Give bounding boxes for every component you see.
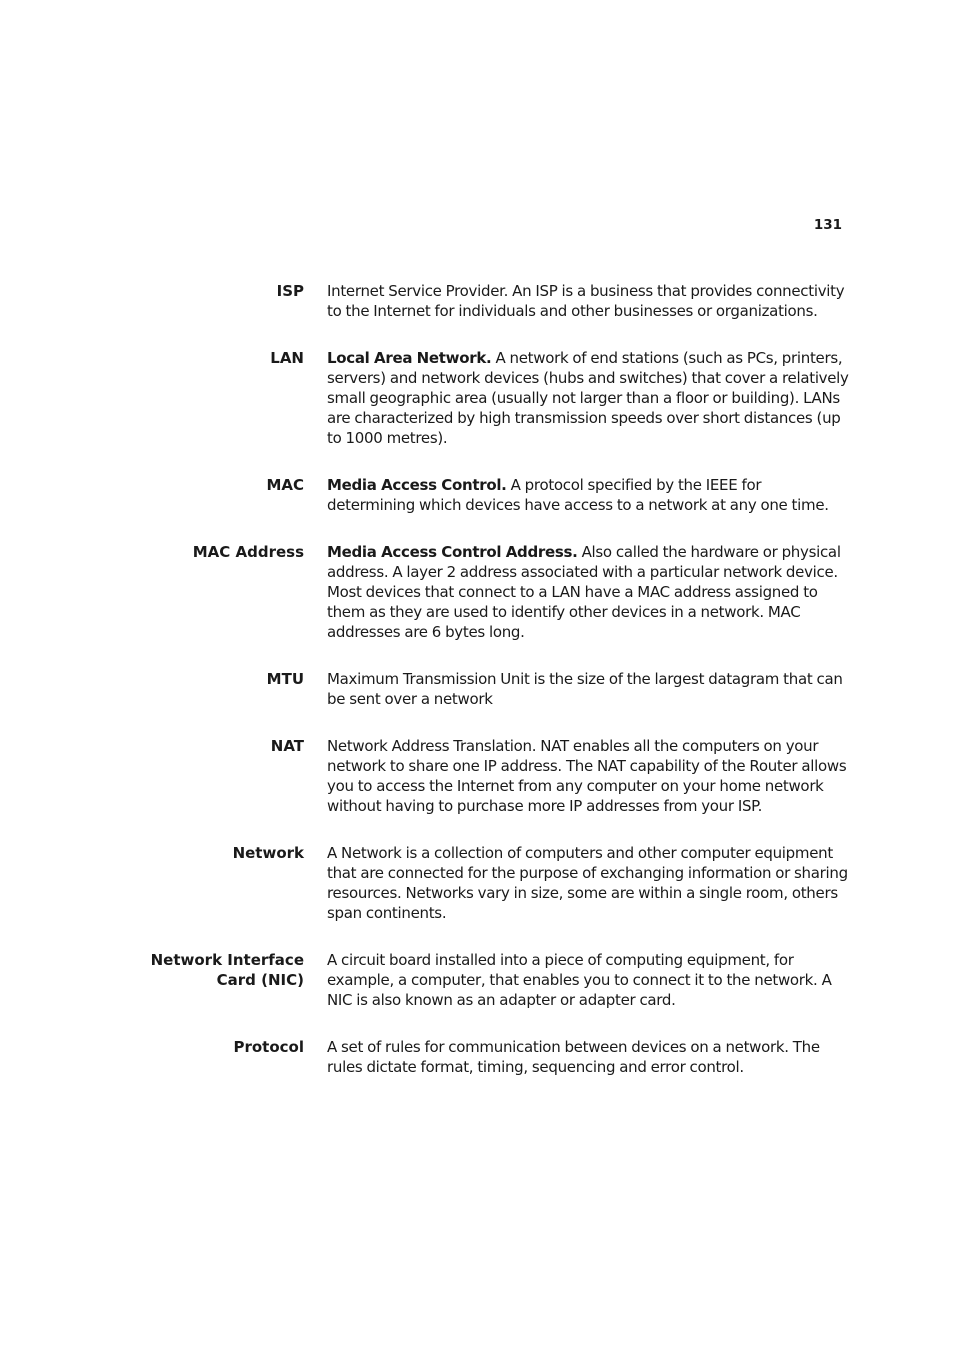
glossary-entry-isp <box>0 281 954 321</box>
definition-text: Maximum Transmission Unit is the size of the largest datagram that can be sent over a network <box>327 670 843 708</box>
glossary-list <box>0 281 954 1104</box>
glossary-entry-nat <box>0 736 954 816</box>
glossary-definition <box>327 843 851 923</box>
definition-text: Network Address Translation. NAT enables all the computers on your network to share one IP address. The NAT capability of the Router allows you to access the Internet from any computer on your home network without having to purchase more IP addresses from your ISP. <box>327 737 847 815</box>
glossary-entry-protocol <box>0 1037 954 1077</box>
glossary-definition <box>327 281 851 321</box>
glossary-entry-nic <box>0 950 954 1010</box>
definition-lead: Local Area Network. <box>327 349 492 367</box>
glossary-term: MAC <box>266 476 304 494</box>
glossary-entry-mac <box>0 475 954 515</box>
glossary-definition <box>327 542 851 642</box>
definition-text: A circuit board installed into a piece of computing equipment, for example, a computer, that enables you to connect it to the network. A NIC is also known as an adapter or adapter card. <box>327 951 832 1009</box>
glossary-definition <box>327 950 851 1010</box>
glossary-term: Network <box>232 844 304 862</box>
glossary-entry-mtu <box>0 669 954 709</box>
glossary-term: MAC Address <box>192 543 304 561</box>
definition-text: Internet Service Provider. An ISP is a business that provides connectivity to the Internet for individuals and other businesses or organizations. <box>327 282 845 320</box>
glossary-definition <box>327 669 851 709</box>
glossary-entry-lan <box>0 348 954 448</box>
glossary-entry-mac-address <box>0 542 954 642</box>
definition-text: A protocol specified by the IEEE for determining which devices have access to a network at any one time. <box>327 476 829 514</box>
definition-text: A Network is a collection of computers and other computer equipment that are connected for the purpose of exchanging information or sharing resources. Networks vary in size, some are within a single room, others span continents. <box>327 844 848 922</box>
glossary-term: ISP <box>276 282 304 300</box>
glossary-definition <box>327 475 851 515</box>
definition-lead: Media Access Control Address. <box>327 543 578 561</box>
definition-lead: Media Access Control. <box>327 476 507 494</box>
glossary-term: MTU <box>266 670 304 688</box>
page-number: 131 <box>813 217 842 233</box>
glossary-entry-network <box>0 843 954 923</box>
glossary-term: Network Interface Card (NIC) <box>150 951 304 989</box>
glossary-term: NAT <box>270 737 304 755</box>
glossary-term: Protocol <box>233 1038 304 1056</box>
definition-text: A set of rules for communication between devices on a network. The rules dictate format, timing, sequencing and error control. <box>327 1038 820 1076</box>
glossary-definition <box>327 1037 851 1077</box>
glossary-definition <box>327 348 851 448</box>
definition-text: Also called the hardware or physical address. A layer 2 address associated with a particular network device. Most devices that connect to a LAN have a MAC address assigned to them as they are used to identify other devices in a network. MAC addresses are 6 bytes long. <box>327 543 841 641</box>
glossary-term: LAN <box>270 349 304 367</box>
definition-text: A network of end stations (such as PCs, printers, servers) and network devices (hubs and switches) that cover a relatively small geographic area (usually not larger than a floor or building). LANs are characterized by high transmission speeds over short distances (up to 1000 metres). <box>327 349 849 447</box>
glossary-definition <box>327 736 851 816</box>
